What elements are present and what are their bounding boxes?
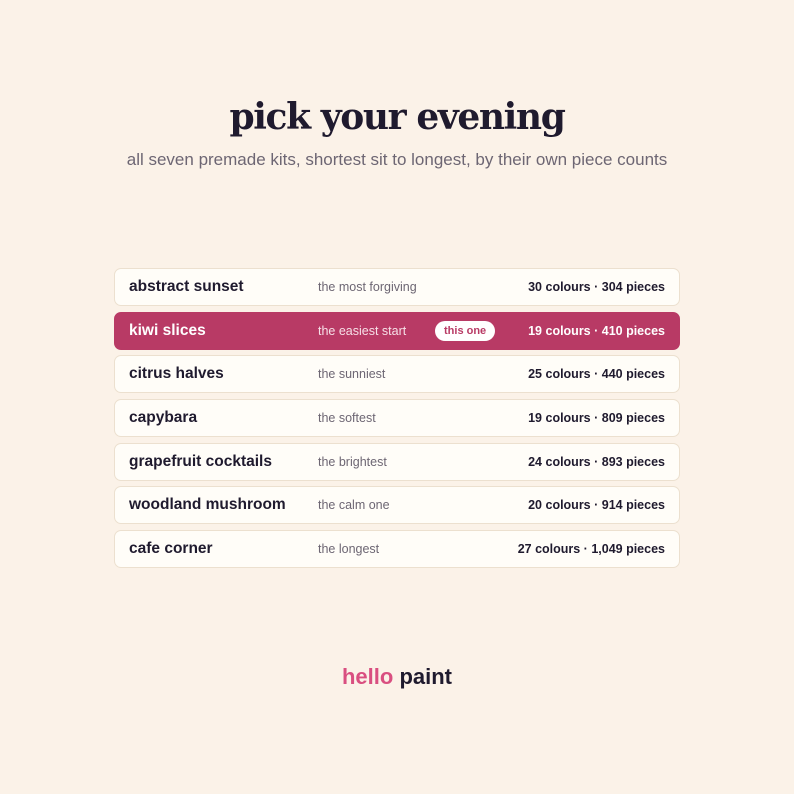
kit-name: capybara (129, 409, 198, 427)
kit-counts: 24 colours · 893 pieces (528, 454, 665, 469)
brand-word-hello: hello (341, 664, 394, 689)
kit-counts: 20 colours · 914 pieces (528, 498, 665, 513)
kit-counts: 27 colours · 1,049 pieces (517, 542, 665, 557)
selected-badge: this one (435, 321, 495, 341)
kit-row-cafe-corner[interactable] (114, 530, 680, 568)
kit-name: abstract sunset (129, 278, 244, 295)
kit-name: citrus halves (129, 365, 224, 383)
kit-description: the most forgiving (318, 280, 417, 294)
kit-row-grapefruit-cocktails[interactable] (114, 443, 680, 481)
page-title: pick your evening (229, 96, 565, 138)
brand-word-paint: paint (399, 664, 453, 689)
kit-counts: 30 colours · 304 pieces (528, 280, 665, 294)
kit-description: the sunniest (318, 367, 386, 382)
kit-name: grapefruit cocktails (129, 452, 272, 470)
page-subtitle: all seven premade kits, shortest sit to longest, by their own piece counts (126, 150, 668, 169)
kit-name: woodland mushroom (129, 496, 286, 514)
kit-counts: 19 colours · 410 pieces (528, 323, 665, 338)
kit-description: the brightest (318, 454, 387, 469)
kit-description: the calm one (318, 498, 390, 513)
kit-row-abstract-sunset[interactable] (114, 268, 680, 306)
kit-row-capybara[interactable] (114, 399, 680, 437)
kit-name: kiwi slices (129, 321, 206, 339)
kit-counts: 25 colours · 440 pieces (528, 367, 665, 382)
kit-description: the softest (318, 411, 376, 426)
kit-description: the easiest start (318, 323, 407, 338)
kit-name: cafe corner (129, 540, 213, 558)
kit-list (114, 268, 680, 574)
kit-row-woodland-mushroom[interactable] (114, 486, 680, 524)
kit-row-citrus-halves[interactable] (114, 355, 680, 393)
kit-counts: 19 colours · 809 pieces (528, 411, 665, 426)
brand-logo (0, 664, 794, 690)
kit-description: the longest (318, 542, 380, 557)
kit-row-kiwi-slices[interactable] (114, 312, 680, 350)
